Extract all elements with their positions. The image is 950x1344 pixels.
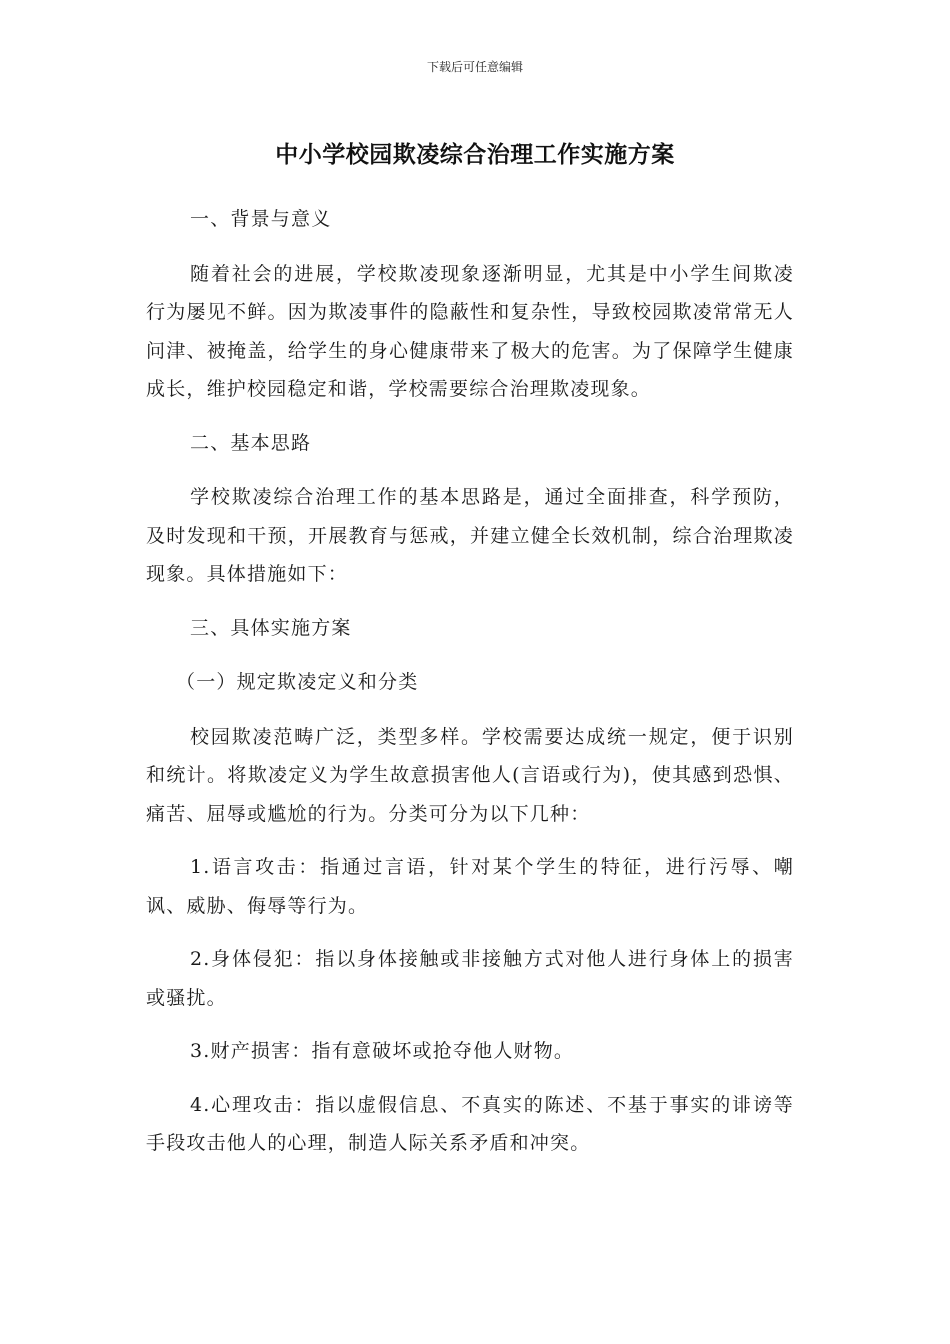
section-heading-implementation: 三、具体实施方案 (190, 616, 352, 639)
list-item-physical: 2.身体侵犯：指以身体接触或非接触方式对他人进行身体上的损害或骚扰。 (146, 948, 794, 1009)
document-body (146, 200, 794, 1178)
paragraph-approach: 学校欺凌综合治理工作的基本思路是，通过全面排查，科学预防，及时发现和干预，开展教育与惩戒，并建立健全长效机制，综合治理欺凌现象。具体措施如下： (146, 486, 794, 585)
section-heading-background: 一、背景与意义 (190, 208, 332, 230)
document-title: 中小学校园欺凌综合治理工作实施方案 (275, 142, 675, 168)
header-note: 下载后可任意编辑 (426, 60, 523, 74)
list-item-psychological: 4.心理攻击：指以虚假信息、不真实的陈述、不基于事实的诽谤等手段攻击他人的心理，制造人际关系矛盾和冲突。 (146, 1093, 794, 1154)
list-item-verbal: 1.语言攻击：指通过言语，针对某个学生的特征，进行污辱、嘲讽、威胁、侮辱等行为。 (146, 856, 794, 917)
paragraph-background: 随着社会的进展，学校欺凌现象逐渐明显，尤其是中小学生间欺凌行为屡见不鲜。因为欺凌事件的隐蔽性和复杂性，导致校园欺凌常常无人问津、被掩盖，给学生的身心健康带来了极大的危害。为了保障学生健康成长，维护校园稳定和谐，学校需要综合治理欺凌现象。 (146, 262, 794, 400)
subsection-heading-definition: （一）规定欺凌定义和分类 (176, 671, 419, 693)
section-heading-approach: 二、基本思路 (190, 431, 312, 454)
paragraph-definition: 校园欺凌范畴广泛，类型多样。学校需要达成统一规定，便于识别和统计。将欺凌定义为学生故意损害他人(言语或行为)，使其感到恐惧、痛苦、屈辱或尴尬的行为。分类可分为以下几种： (146, 725, 794, 825)
list-item-property: 3.财产损害：指有意破坏或抢夺他人财物。 (190, 1040, 575, 1062)
